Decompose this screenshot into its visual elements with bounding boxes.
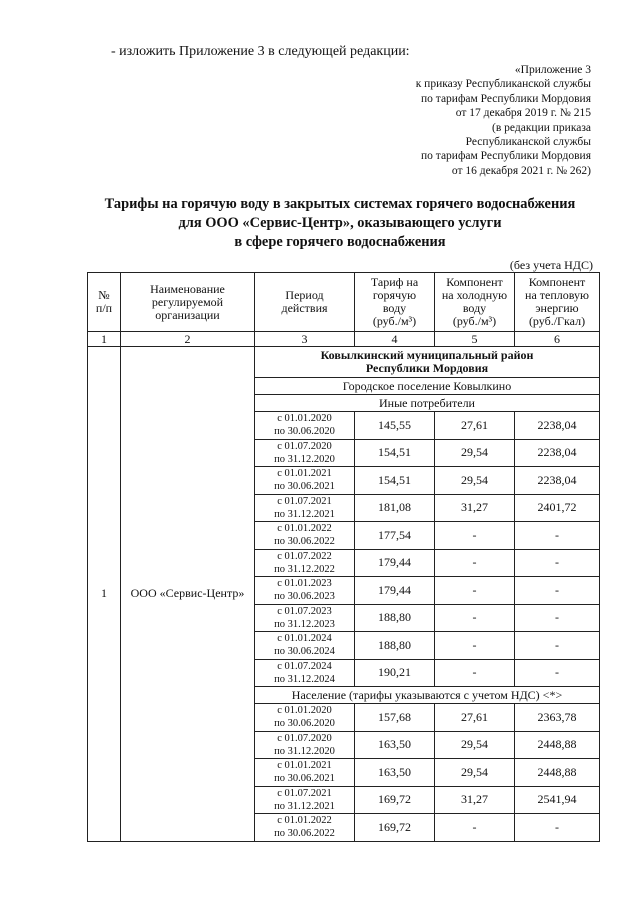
period-cell: с 01.07.2023 по 31.12.2023 [255, 604, 355, 632]
period-cell: с 01.07.2022 по 31.12.2022 [255, 549, 355, 577]
period-cell: с 01.01.2024 по 30.06.2024 [255, 632, 355, 660]
title-line: в сфере горячего водоснабжения [234, 234, 446, 250]
col-number: 1 [88, 332, 121, 347]
heat-component-cell: - [515, 549, 600, 577]
tariff-cell: 188,80 [355, 604, 435, 632]
tariff-cell: 190,21 [355, 659, 435, 687]
document-title [60, 195, 620, 252]
appendix-line: (в редакции приказа [492, 121, 591, 134]
period-cell: с 01.01.2022 по 30.06.2022 [255, 814, 355, 842]
appendix-line: от 16 декабря 2021 г. № 262) [451, 164, 591, 177]
appendix-line: к приказу Республиканской службы [415, 78, 591, 91]
heat-component-cell: - [515, 814, 600, 842]
period-cell: с 01.07.2024 по 31.12.2024 [255, 659, 355, 687]
appendix-line: от 17 декабря 2019 г. № 215 [455, 107, 591, 120]
period-cell: с 01.01.2021 по 30.06.2021 [255, 759, 355, 787]
cold-component-cell: 31,27 [435, 494, 515, 522]
cold-component-cell: 29,54 [435, 731, 515, 759]
heat-component-cell: 2363,78 [515, 704, 600, 732]
cold-component-cell: - [435, 522, 515, 550]
group-other-consumers: Иные потребители [255, 395, 600, 412]
tariff-cell: 154,51 [355, 439, 435, 467]
cold-component-cell: 29,54 [435, 439, 515, 467]
period-cell: с 01.01.2021 по 30.06.2021 [255, 467, 355, 495]
period-cell: с 01.01.2020 по 30.06.2020 [255, 412, 355, 440]
appendix-line: по тарифам Республики Мордовия [421, 92, 591, 105]
intro-text: - изложить Приложение 3 в следующей редакции: [111, 44, 410, 59]
appendix-line: по тарифам Республики Мордовия [421, 150, 591, 163]
period-cell: с 01.07.2021 по 31.12.2021 [255, 786, 355, 814]
heat-component-cell: - [515, 522, 600, 550]
org-number: 1 [88, 347, 121, 842]
heat-component-cell: 2448,88 [515, 731, 600, 759]
header-period: Период действия [255, 273, 355, 332]
cold-component-cell: - [435, 814, 515, 842]
header-num: № п/п [88, 273, 121, 332]
tariff-cell: 163,50 [355, 731, 435, 759]
header-org-name: Наименование регулируемой организации [121, 273, 255, 332]
cold-component-cell: 29,54 [435, 759, 515, 787]
tariff-cell: 181,08 [355, 494, 435, 522]
col-number: 6 [515, 332, 600, 347]
period-cell: с 01.01.2020 по 30.06.2020 [255, 704, 355, 732]
period-cell: с 01.01.2023 по 30.06.2023 [255, 577, 355, 605]
heat-component-cell: 2238,04 [515, 439, 600, 467]
heat-component-cell: 2448,88 [515, 759, 600, 787]
header-tariff: Тариф на горячую воду (руб./м³) [355, 273, 435, 332]
header-row [88, 273, 600, 332]
heat-component-cell: 2401,72 [515, 494, 600, 522]
tariff-cell: 169,72 [355, 814, 435, 842]
settlement-name: Городское поселение Ковылкино [255, 378, 600, 395]
title-line: для ООО «Сервис-Центр», оказывающего услуги [178, 215, 502, 231]
tariff-cell: 179,44 [355, 549, 435, 577]
cold-component-cell: 27,61 [435, 412, 515, 440]
cold-component-cell: - [435, 659, 515, 687]
header-heat-component: Компонент на тепловую энергию (руб./Гкал) [515, 273, 600, 332]
heat-component-cell: - [515, 577, 600, 605]
col-number: 2 [121, 332, 255, 347]
cold-component-cell: 31,27 [435, 786, 515, 814]
tariff-cell: 154,51 [355, 467, 435, 495]
group-population: Население (тарифы указываются с учетом НДС) <*> [255, 687, 600, 704]
header-cold-component: Компонент на холодную воду (руб./м³) [435, 273, 515, 332]
period-cell: с 01.07.2020 по 31.12.2020 [255, 439, 355, 467]
tariff-cell: 145,55 [355, 412, 435, 440]
appendix-line: Республиканской службы [465, 136, 591, 149]
tariff-cell: 188,80 [355, 632, 435, 660]
district-name: Ковылкинский муниципальный район Республики Мордовия [255, 347, 600, 378]
tariff-cell: 169,72 [355, 786, 435, 814]
heat-component-cell: - [515, 659, 600, 687]
period-cell: с 01.01.2022 по 30.06.2022 [255, 522, 355, 550]
vat-note: (без учета НДС) [509, 258, 593, 272]
col-number: 5 [435, 332, 515, 347]
heat-component-cell: - [515, 604, 600, 632]
tariff-cell: 177,54 [355, 522, 435, 550]
heat-component-cell: 2238,04 [515, 467, 600, 495]
cold-component-cell: 27,61 [435, 704, 515, 732]
heat-component-cell: 2541,94 [515, 786, 600, 814]
cold-component-cell: 29,54 [435, 467, 515, 495]
cold-component-cell: - [435, 604, 515, 632]
heat-component-cell: 2238,04 [515, 412, 600, 440]
appendix-line: «Приложение 3 [514, 64, 591, 76]
tariff-table [87, 272, 600, 842]
tariff-cell: 157,68 [355, 704, 435, 732]
tariff-cell: 179,44 [355, 577, 435, 605]
period-cell: с 01.07.2021 по 31.12.2021 [255, 494, 355, 522]
appendix-reference [331, 63, 591, 178]
column-number-row [88, 332, 600, 347]
col-number: 4 [355, 332, 435, 347]
col-number: 3 [255, 332, 355, 347]
tariff-cell: 163,50 [355, 759, 435, 787]
heat-component-cell: - [515, 632, 600, 660]
org-name: ООО «Сервис-Центр» [121, 347, 255, 842]
cold-component-cell: - [435, 549, 515, 577]
title-line: Тарифы на горячую воду в закрытых системах горячего водоснабжения [104, 196, 576, 212]
cold-component-cell: - [435, 577, 515, 605]
period-cell: с 01.07.2020 по 31.12.2020 [255, 731, 355, 759]
cold-component-cell: - [435, 632, 515, 660]
district-row [88, 347, 600, 378]
